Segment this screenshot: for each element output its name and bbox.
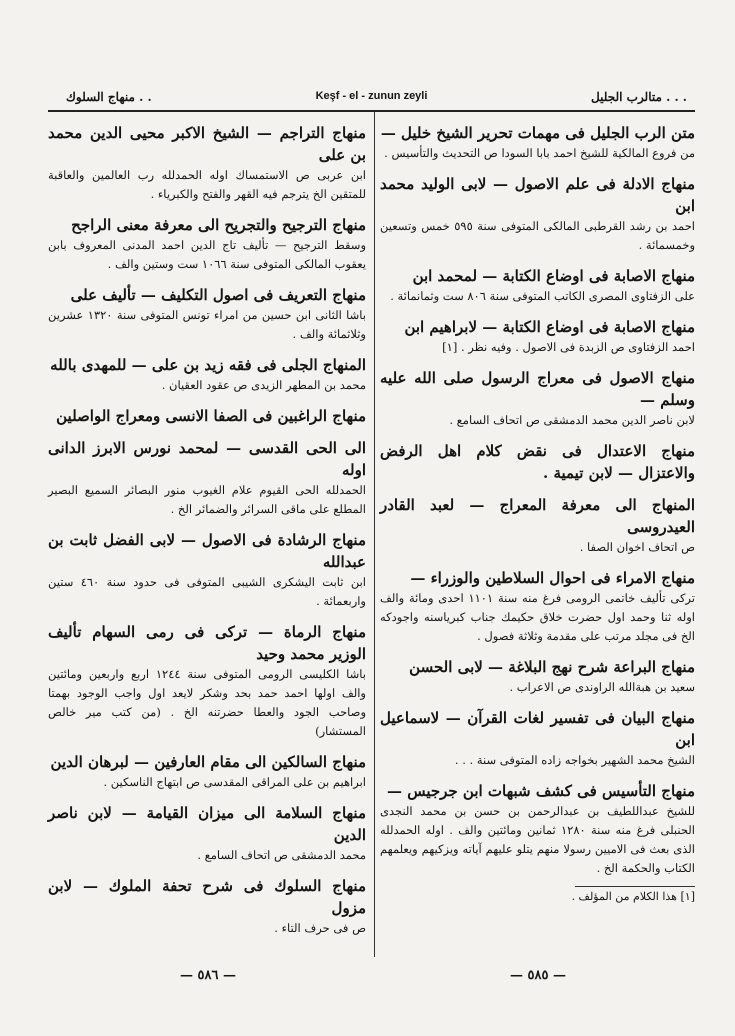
footnote-rule (575, 886, 695, 887)
entry-title: منهاج الرشادة فى الاصول — لابى الفضل ثابت بن عبدالله (48, 531, 366, 571)
entry (48, 405, 366, 427)
entry-body: ابن عربى ص الاستمساك اوله الحمدلله رب العالمين والعاقبة للمتقين الخ يترجم فيه القهر والفتح والكبرياء . (48, 168, 366, 201)
entry-title: منهاج الاصابة فى اوضاع الكتابة — لابراهيم ابن (404, 318, 695, 336)
entry-title: منهاج السلوك فى شرح تحفة الملوك — لابن مزول (48, 877, 366, 917)
entry (380, 707, 695, 770)
entry-title: منهاج البيان فى تفسير لغات القرآن — لاسماعيل ابن (380, 709, 695, 749)
entry-title: منهاج الرماة — تركى فى رمى السهام تأليف الوزير محمد وحيد (48, 623, 366, 663)
entry-body: باشا الكليسى الرومى المتوفى سنة ١٢٤٤ اربع واربعين ومائتين والف اولها احمد حمد بحد وشكر لايعد اول واجب الوجود بهمتا وصاحب الجود والعطا حضرتنه الخ . (من كتب مير خالص المستشار) (48, 667, 366, 738)
entry (380, 780, 695, 878)
entry-body: ابن ثابت اليشكرى الشيبى المتوفى فى حدود سنة ٤٦٠ ستين واربعمائة . (48, 575, 366, 608)
entry-body: للشيخ عبداللطيف بن عبدالرحمن بن حسن بن محمد النجدى الحنبلى فرغ منه سنة ١٢٨٠ ثمانين ومائتين والف . اوله الحمدلله الذى بعث فى الاميين رسولا منهم يتلو عليهم آياته ويزكيهم ويعلمهم الكتاب والحكمة الخ . (380, 804, 695, 875)
entry-title: منهاج الراغبين فى الصفا الانسى ومعراج الواصلين (56, 407, 366, 425)
entry-body: احمد بن رشد القرطبى المالكى المتوفى سنة ٥٩٥ خمس وتسعين وخمسمائة . (380, 219, 696, 252)
entry-body: ابراهيم بن على المراقى المقدسى ص ابتهاج الناسكين . (103, 775, 366, 789)
entry (48, 214, 366, 274)
entry (380, 440, 695, 484)
entry-body: الشيخ محمد الشهير بخواجه زاده المتوفى سنة . . . (454, 753, 695, 767)
entry (48, 284, 366, 344)
entry (48, 122, 366, 204)
entry-body: تركى تأليف خاتمى الرومى فرغ منه سنة ١١٠١ احدى ومائة والف اوله ثنا وحمد اول حضرت خلاق حكيمك جناب كبرياسنه واجودكه الخ فى مجلد مرتب على مقدمة وثلاثة فصول . (380, 591, 695, 643)
entry (48, 875, 366, 938)
entry-title: منهاج التأسيس فى كشف شبهات ابن جرجيس — (387, 782, 695, 800)
entry-title: منهاج الاصابة فى اوضاع الكتابة — لمحمد ابن (412, 267, 695, 285)
page-number-left: — ٥٨٦ — (180, 968, 237, 983)
entry-title: منهاج الامراء فى احوال السلاطين والوزراء — (410, 569, 695, 587)
entry-body: لابن ناصر الدين محمد الدمشقى ص اتحاف السامع . (449, 413, 695, 427)
left-column (48, 112, 366, 938)
entry-body: على الزفتاوى المصرى الكاتب المتوفى سنة ٨٠٦ ست وثمانمائة . (390, 289, 695, 303)
entry-title: منهاج الاصول فى معراج الرسول صلى الله عليه وسلم — (380, 369, 695, 409)
header-right: متالرب الجليل . . . (591, 90, 687, 104)
page-number-right: — ٥٨٥ — (510, 968, 567, 983)
entry-title: منهاج الادلة فى علم الاصول — لابى الوليد محمد ابن (380, 175, 695, 215)
entry-title: الى الحى القدسى — لمحمد نورس الابرز الدانى اوله (48, 439, 366, 479)
entry (380, 567, 695, 646)
entry-title: منهاج التعريف فى اصول التكليف — تأليف على (70, 286, 366, 304)
entry (380, 265, 695, 306)
entry (48, 621, 366, 741)
entry-body: ص اتحاف اخوان الصفا . (579, 540, 695, 554)
column-divider (374, 112, 375, 957)
entry (48, 751, 366, 792)
entry-body: من فروع المالكية للشيخ احمد بابا السودا ص التحديث والتأسيس . (384, 146, 695, 160)
entry-title: متن الرب الجليل فى مهمات تحرير الشيخ خليل — (380, 124, 695, 142)
entry-title: منهاج السالكين الى مقام العارفين — لبرهان الدين (50, 753, 366, 771)
entry-title: منهاج السلامة الى ميزان القيامة — لابن ناصر الدين (48, 804, 366, 844)
header-left: منهاج السلوك . . (66, 90, 152, 104)
text-columns (48, 112, 695, 957)
entry-body: احمد الزفتاوى ص الزبدة فى الاصول . وفيه نظر . [١] (442, 340, 695, 354)
entry (48, 802, 366, 865)
entry-body: محمد بن المطهر الزيدى ص عقود العقيان . (161, 378, 366, 392)
entry (380, 122, 695, 163)
entry-body: محمد الدمشقى ص اتحاف السامع . (197, 848, 366, 862)
entry-body: وسقط الترجيح — تأليف تاج الدين احمد المدنى المعروف بابن يعقوب المالكى المتوفى سنة ١٠٦٦ ست وستين والف . (48, 238, 366, 271)
footnote: [١] هذا الكلام من المؤلف . (571, 890, 695, 903)
entry-body: سعيد بن هبةالله الراوندى ص الاعراب . (509, 680, 695, 694)
entry (380, 173, 695, 255)
running-header (48, 86, 695, 112)
entry (380, 494, 695, 557)
entry-title: المنهاج الجلى فى فقه زيد بن على — للمهدى بالله (50, 356, 366, 374)
entry-title: منهاج التراجم — الشيخ الاكبر محيى الدين محمد بن على (48, 124, 366, 164)
entry (48, 354, 366, 395)
entry (48, 437, 366, 519)
header-center: Keşf - el - zunun zeyli (315, 90, 428, 102)
entry-body: الحمدلله الحى القيوم علام الغيوب منور البصائر السميع البصير المطلع على ماقى السرائر والضمائر الخ . (48, 483, 366, 516)
entry-title: منهاج الاعتدال فى نقض كلام اهل الرفض والاعتزال — لابن تيمية . (380, 442, 695, 482)
entry-title: المنهاج الى معرفة المعراج — لعبد القادر العيدروسى (380, 496, 695, 536)
entry-body: باشا الثانى ابن حسين من امراء تونس المتوفى سنة ١٣٢٠ عشرين وثلاثمائة والف . (48, 308, 367, 341)
entry (380, 316, 695, 357)
entry-body: ص فى حرف التاء . (274, 921, 366, 935)
entry (48, 529, 366, 611)
right-column (380, 112, 695, 905)
entry (380, 367, 695, 430)
entry-title: منهاج الترجيح والتجريح الى معرفة معنى الراجح (71, 216, 366, 234)
entry-title: منهاج البراعة شرح نهج البلاغة — لابى الحسن (409, 658, 695, 676)
entry (380, 656, 695, 697)
